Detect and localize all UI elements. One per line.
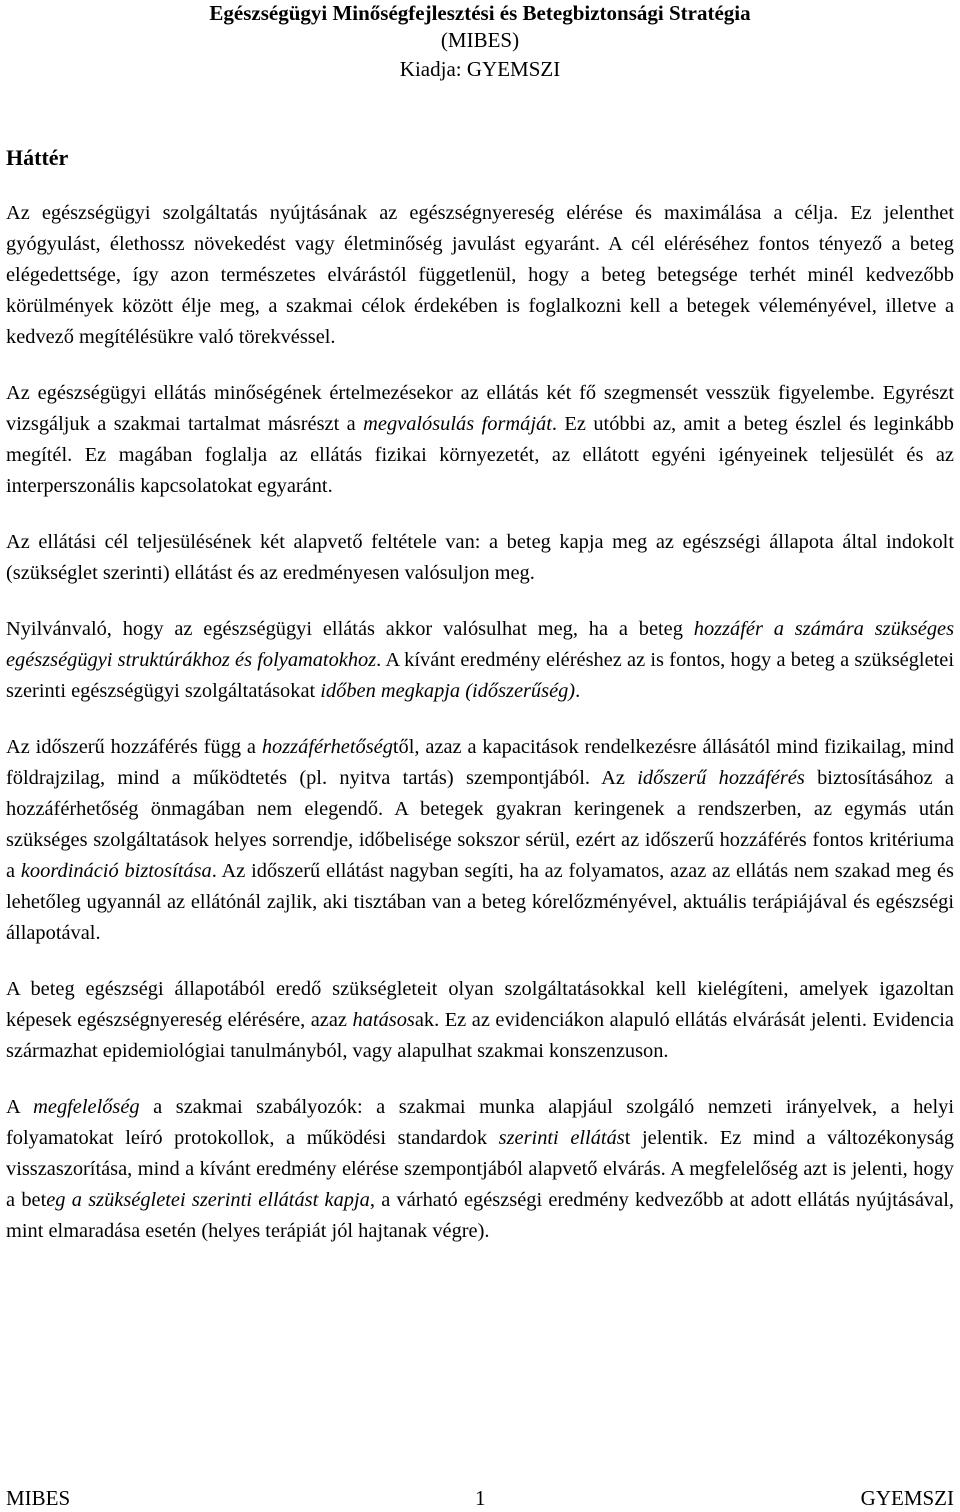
text-run: . [575,680,581,702]
document-subtitle: (MIBES) [440,28,520,52]
body-paragraph [6,378,954,502]
footer-right: GYEMSZI [860,1486,954,1510]
text-run: A [6,1096,34,1118]
document-publisher: Kiadja: GYEMSZI [399,57,561,81]
text-run: biztosításához a hozzáférhetőség önmagában nem elegendő. A betegek gyakran keringenek a rendszerben, az egymás után szükséges szolgáltatások helyes sorrendje, időbelisége sokszor sérül, ezért az időszerű hozzáférés fontos kritériuma a [6,767,954,882]
document-title: Egészségügyi Minőségfejlesztési és Betegbiztonsági Stratégia [209,1,751,25]
text-run: Az egészségügyi ellátás minőségének értelmezésekor az ellátás két fő szegmensét vesszük figyelembe. Egyrészt vizsgáljuk a szakmai tartalmat másrészt a [6,382,954,435]
text-run: ak. Ez az evidenciákon alapuló ellátás elvárását jelenti. Evidencia származhat epidemiológiai tanulmányból, vagy alapulhat szakmai konszenzuson. [6,1009,954,1062]
text-run: , a várható egészségi eredmény kedvezőbb at adott ellátás nyújtásával, mint elmaradása esetén (helyes terápiát jól hajtanak végre). [6,1189,954,1242]
emphasized-text: szerinti ellátás [498,1127,625,1149]
body-paragraph [6,732,954,949]
body-paragraph [6,614,954,707]
emphasized-text: hozzáférhetőség [261,736,393,758]
text-run: Az egészségügyi szolgáltatás nyújtásának az egészségnyereség elérése és maximálása a célja. Ez jelenthet gyógyulást, élethossz növekedést vagy életminőség javulást egyaránt. A cél eléréséhez fontos tényező a beteg elégedettsége, így azon természetes elvárástól függetlenül, hogy a beteg betegsége terhét minél kedvezőbb körülmények között élje meg, a szakmai célok érdekében is foglalkozni kell a betegek véleményével, illetve a kedvező megítélésükre való törekvéssel. [6,202,954,348]
text-run: a szakmai szabályozók: a szakmai munka alapjául szolgáló nemzeti irányelvek, a helyi folyamatokat leíró protokollok, a működési standardok [6,1096,955,1149]
body-paragraph [6,974,954,1067]
page-number: 1 [475,1486,486,1510]
text-run: . Ez utóbbi az, amit a beteg észlel és leginkább megítél. Ez magában foglalja az ellátás fizikai környezetét, az ellátott egyéni igényeinek teljesülét és az interperszonális kapcsolatokat egyaránt. [6,413,954,497]
section-heading: Háttér [6,145,69,170]
emphasized-text: eg a szükségletei szerinti ellátást kapja [46,1189,370,1211]
document-body [6,198,954,1272]
text-run: . Az időszerű ellátást nagyban segíti, ha az folyamatos, azaz az ellátás nem szakad meg és lehetőleg ugyannál az ellátónál zajlik, aki tisztában van a beteg kórelőzményével, aktuális terápiájával és egészségi állapotával. [6,860,954,944]
text-run: től, azaz a kapacitások rendelkezésre állásától mind fizikailag, mind földrajzilag, mind a működtetés (pl. nyitva tartás) szempontjából. Az [6,736,954,789]
document-header [0,0,960,84]
emphasized-text: hozzáfér a számára szükséges egészségügyi struktúrákhoz és folyamatokhoz [6,618,955,671]
emphasized-text: hatásos [352,1009,415,1031]
text-run: Nyilvánvaló, hogy az egészségügyi ellátás akkor valósulhat meg, ha a beteg [6,618,694,640]
emphasized-text: megvalósulás formáját [363,413,552,435]
body-paragraph [6,1092,954,1247]
text-run: t jelentik. Ez mind a változékonyság visszaszorítása, mind a kívánt eredmény elérése szempontjából alapvető elvárás. A megfelelőség azt is jelenti, hogy a bet [6,1127,954,1211]
emphasized-text: időben megkapja (időszerűség) [320,680,576,702]
emphasized-text: időszerű hozzáférés [637,767,805,789]
footer-left: MIBES [6,1486,71,1510]
text-run: Az ellátási cél teljesülésének két alapvető feltétele van: a beteg kapja meg az egészségi állapota által indokolt (szükséglet szerinti) ellátást és az eredményesen valósuljon meg. [6,531,954,584]
text-run: A beteg egészségi állapotából eredő szükségleteit olyan szolgáltatásokkal kell kielégíteni, amelyek igazoltan képesek egészségnyereség elérésére, azaz [6,978,954,1031]
emphasized-text: megfelelőség [33,1096,140,1118]
page-footer [6,1486,954,1512]
text-run: Az időszerű hozzáférés függ a [6,736,262,758]
emphasized-text: koordináció biztosítása [20,860,212,882]
body-paragraph [6,198,954,353]
text-run: . A kívánt eredmény eléréshez az is fontos, hogy a beteg a szükségletei szerinti egészségügyi szolgáltatásokat [6,649,954,702]
body-paragraph [6,527,954,589]
